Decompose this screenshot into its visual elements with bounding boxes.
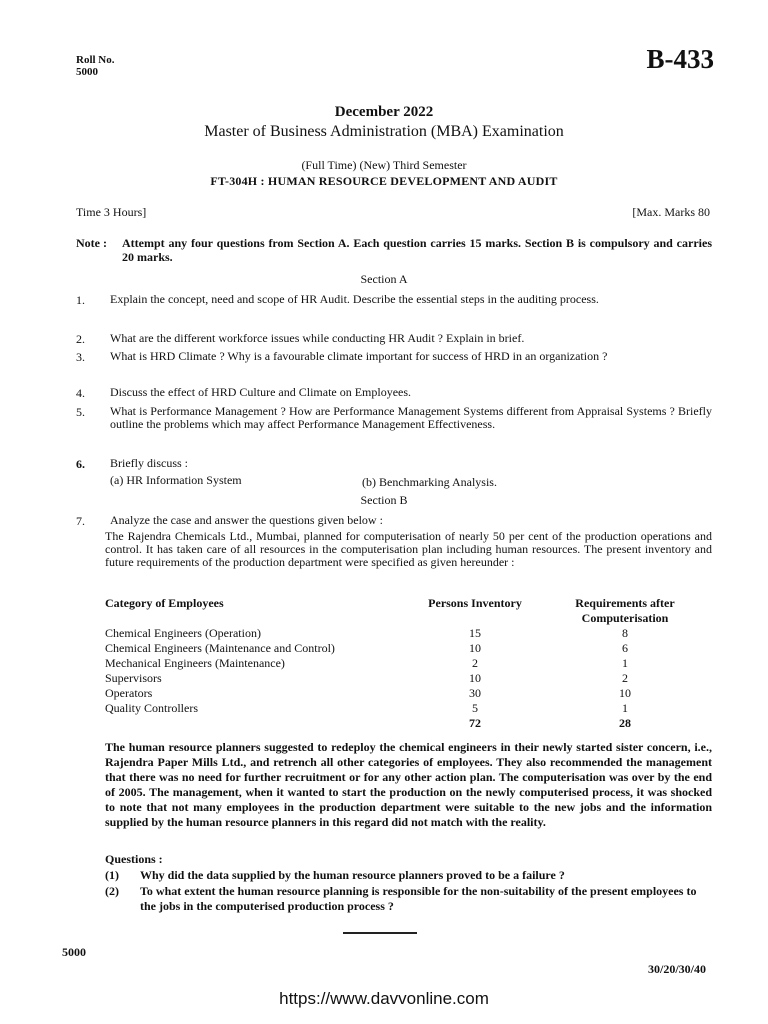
note-text: Attempt any four questions from Section A. Each question carries 15 marks. Section B is compulsory and carries 20 marks. xyxy=(122,236,712,264)
table-row xyxy=(105,656,705,671)
semester-line: (Full Time) (New) Third Semester xyxy=(301,158,467,172)
paper-code: B-433 xyxy=(646,44,714,74)
question-number: 5. xyxy=(76,405,85,419)
source-url: https://www.davvonline.com xyxy=(279,989,489,1008)
roll-code: 5000 xyxy=(76,66,98,78)
table-cell: 10 xyxy=(619,686,631,700)
q6-part-b: (b) Benchmarking Analysis. xyxy=(362,475,497,489)
table-cell: Mechanical Engineers (Maintenance) xyxy=(105,656,285,670)
section-b-heading: Section B xyxy=(360,493,408,507)
table-cell: 1 xyxy=(622,701,628,715)
table-cell: 6 xyxy=(622,641,628,655)
exam-title: Master of Business Administration (MBA) Examination xyxy=(204,123,564,140)
question-number: 6. xyxy=(76,457,85,471)
question-text: What is HRD Climate ? Why is a favourable climate important for success of HRD in an organization ? xyxy=(110,349,608,363)
table-row xyxy=(105,686,705,701)
case-intro: Analyze the case and answer the questions given below : xyxy=(110,513,383,527)
sub-question-number: (2) xyxy=(105,884,119,898)
footer-right-code: 30/20/30/40 xyxy=(647,962,706,976)
total-inventory: 72 xyxy=(469,716,481,730)
max-marks: [Max. Marks 80 xyxy=(632,205,710,219)
question-number: 2. xyxy=(76,332,85,346)
sub-question-text: Why did the data supplied by the human resource planners proved to be a failure ? xyxy=(140,868,565,882)
table-cell: Quality Controllers xyxy=(105,701,198,715)
table-cell: 8 xyxy=(622,626,628,640)
question-number: 1. xyxy=(76,293,85,307)
table-cell: Supervisors xyxy=(105,671,162,685)
question-text: What are the different workforce issues while conducting HR Audit ? Explain in brief. xyxy=(110,331,525,345)
question-text: Briefly discuss : xyxy=(110,456,188,470)
sub-question-number: (1) xyxy=(105,868,119,882)
roll-number-block xyxy=(76,54,115,78)
table-cell: 1 xyxy=(622,656,628,670)
note-label: Note : xyxy=(76,236,107,250)
total-requirements: 28 xyxy=(619,716,631,730)
column-header: Category of Employees xyxy=(105,596,224,610)
table-total-row xyxy=(105,716,705,731)
column-header: Persons Inventory xyxy=(428,596,522,610)
end-rule xyxy=(343,932,417,934)
time-allowed: Time 3 Hours] xyxy=(76,205,147,219)
table-cell: Chemical Engineers (Operation) xyxy=(105,626,261,640)
table-row xyxy=(105,626,705,641)
employee-table xyxy=(105,596,705,731)
table-cell: 10 xyxy=(469,671,481,685)
paper-title: FT-304H : HUMAN RESOURCE DEVELOPMENT AND AUDIT xyxy=(210,174,558,188)
roll-no-label: Roll No. xyxy=(76,54,115,66)
table-cell: 5 xyxy=(472,701,478,715)
table-cell: 15 xyxy=(469,626,481,640)
table-cell: 30 xyxy=(469,686,481,700)
table-header-row xyxy=(105,596,705,626)
footer-left-code: 5000 xyxy=(62,945,86,959)
table-row xyxy=(105,701,705,716)
sub-question-text: To what extent the human resource planning is responsible for the non-suitability of the present employees to the jobs in the computerised production process ? xyxy=(140,884,697,913)
table-cell: 2 xyxy=(622,671,628,685)
table-cell xyxy=(105,716,405,731)
table-cell: Chemical Engineers (Maintenance and Control) xyxy=(105,641,335,655)
questions-label: Questions : xyxy=(105,852,163,866)
question-text: What is Performance Management ? How are Performance Management Systems different from Appraisal Systems ? Briefly outline the problems which may affect Performance Management Effectiveness. xyxy=(110,404,712,431)
case-continuation: The human resource planners suggested to redeploy the chemical engineers in their newly started sister concern, i.e., Rajendra Paper Mills Ltd., and retrench all other categories of employees. They also recommended the management that there was no need for further recruitment or for any other action plan. The computerisation was over by the end of 2005. The management, when it wanted to start the production on the newly computerised process, it was shocked to note that not many employees in the production department were suitable to the new jobs and the information supplied by the human resource planners in this regard did not match with the reality. xyxy=(105,740,712,829)
q6-part-a: (a) HR Information System xyxy=(110,473,242,487)
table-cell: 10 xyxy=(469,641,481,655)
question-number: 3. xyxy=(76,350,85,364)
table-cell: 2 xyxy=(472,656,478,670)
question-text: Explain the concept, need and scope of HR Audit. Describe the essential steps in the auditing process. xyxy=(110,292,599,306)
table-cell: Operators xyxy=(105,686,153,700)
table-row xyxy=(105,671,705,686)
question-text: Discuss the effect of HRD Culture and Climate on Employees. xyxy=(110,385,412,399)
section-a-heading: Section A xyxy=(360,272,408,286)
question-number: 7. xyxy=(76,514,85,528)
table-row xyxy=(105,641,705,656)
exam-date: December 2022 xyxy=(334,104,434,120)
case-description: The Rajendra Chemicals Ltd., Mumbai, planned for computerisation of nearly 50 per cent of the production operations and control. It has taken care of all resources in the computerisation plan including human resources. The present inventory and future requirements of the production department were specified as given hereunder : xyxy=(105,529,712,569)
column-header: Requirements after Computerisation xyxy=(575,596,675,625)
question-number: 4. xyxy=(76,386,85,400)
